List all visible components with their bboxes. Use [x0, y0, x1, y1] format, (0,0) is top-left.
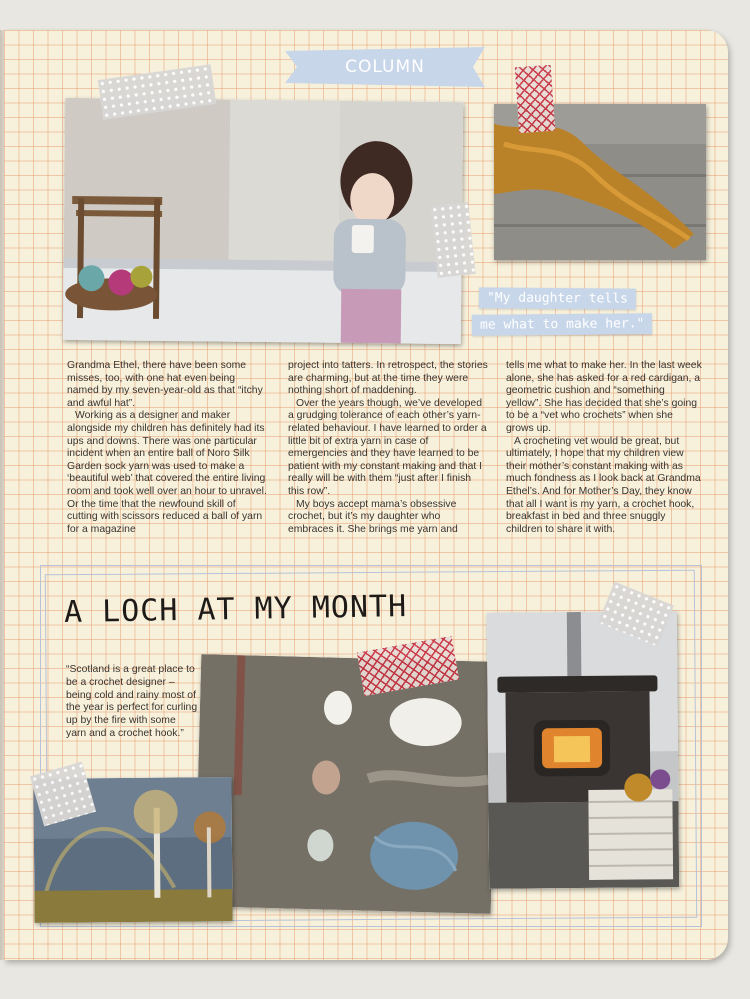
banner-label: COLUMN — [345, 57, 425, 77]
photo-girl-with-yarn — [63, 98, 464, 344]
section-headline: A LOCH AT MY MONTH — [63, 589, 408, 630]
paragraph: project into tatters. In retrospect, the stories are charming, but at the time they were nothing short of maddening. — [288, 360, 488, 397]
paragraph: Working as a designer and maker alongside my children has definitely had its ups and downs. There was one particular incident when an entire ball of Noro Silk Garden sock yarn was used to make a ‘beautiful web’ that covered the entire living room and took well over an hour to unravel. Or the time that the newfound skill of cutting with scissors reduced a ball of yarn for a magazine — [67, 410, 267, 535]
column-banner — [285, 47, 485, 87]
body-column-3 — [506, 360, 702, 536]
photo-eggs-and-yarn — [195, 654, 497, 914]
quote-strip-line2: me what to make her." — [472, 313, 653, 336]
paragraph: Over the years though, we’ve developed a grudging tolerance of each other’s yarn-related behaviour. I have learned to order a little bit of extra yarn in case of emergencies and they have learned to be patient with my constant making and that I really will be with them “just after I finish this row”. — [288, 397, 487, 497]
tape-dots-photo-right — [430, 202, 475, 278]
paragraph: A crocheting vet would be great, but ultimately, I hope that my children view their mother’s constant making with as much fondness as I look back at Grandma Ethel’s. And for Mother’s Day, they know that all I want is my yarn, a crochet hook, breakfast in bed and three snuggly children to share it with. — [506, 435, 701, 535]
paragraph: Grandma Ethel, there have been some misses, too, with one hat even being named by my seven-year-old as that “itchy and awful hat”. — [67, 360, 263, 409]
body-column-1 — [67, 360, 267, 536]
tape-red-knitting — [515, 65, 556, 133]
body-column-2 — [288, 360, 488, 536]
photo-wood-stove — [487, 611, 679, 889]
quote-strip-line1: "My daughter tells — [479, 287, 636, 309]
pull-quote: “Scotland is a great place to be a crochet designer – being cold and rainy most of the year is perfect for curling up by the fire with some yarn and a crochet hook.” — [66, 664, 198, 739]
paragraph: My boys accept mama’s obsessive crochet, but it’s my daughter who embraces it. She brings me yarn and — [288, 498, 458, 535]
paragraph: tells me what to make her. In the last week alone, she has asked for a red cardigan, a geometric cushion and “something yellow”. She has decided that she’s going to be a “vet who crochets” when she grows up. — [506, 360, 702, 434]
